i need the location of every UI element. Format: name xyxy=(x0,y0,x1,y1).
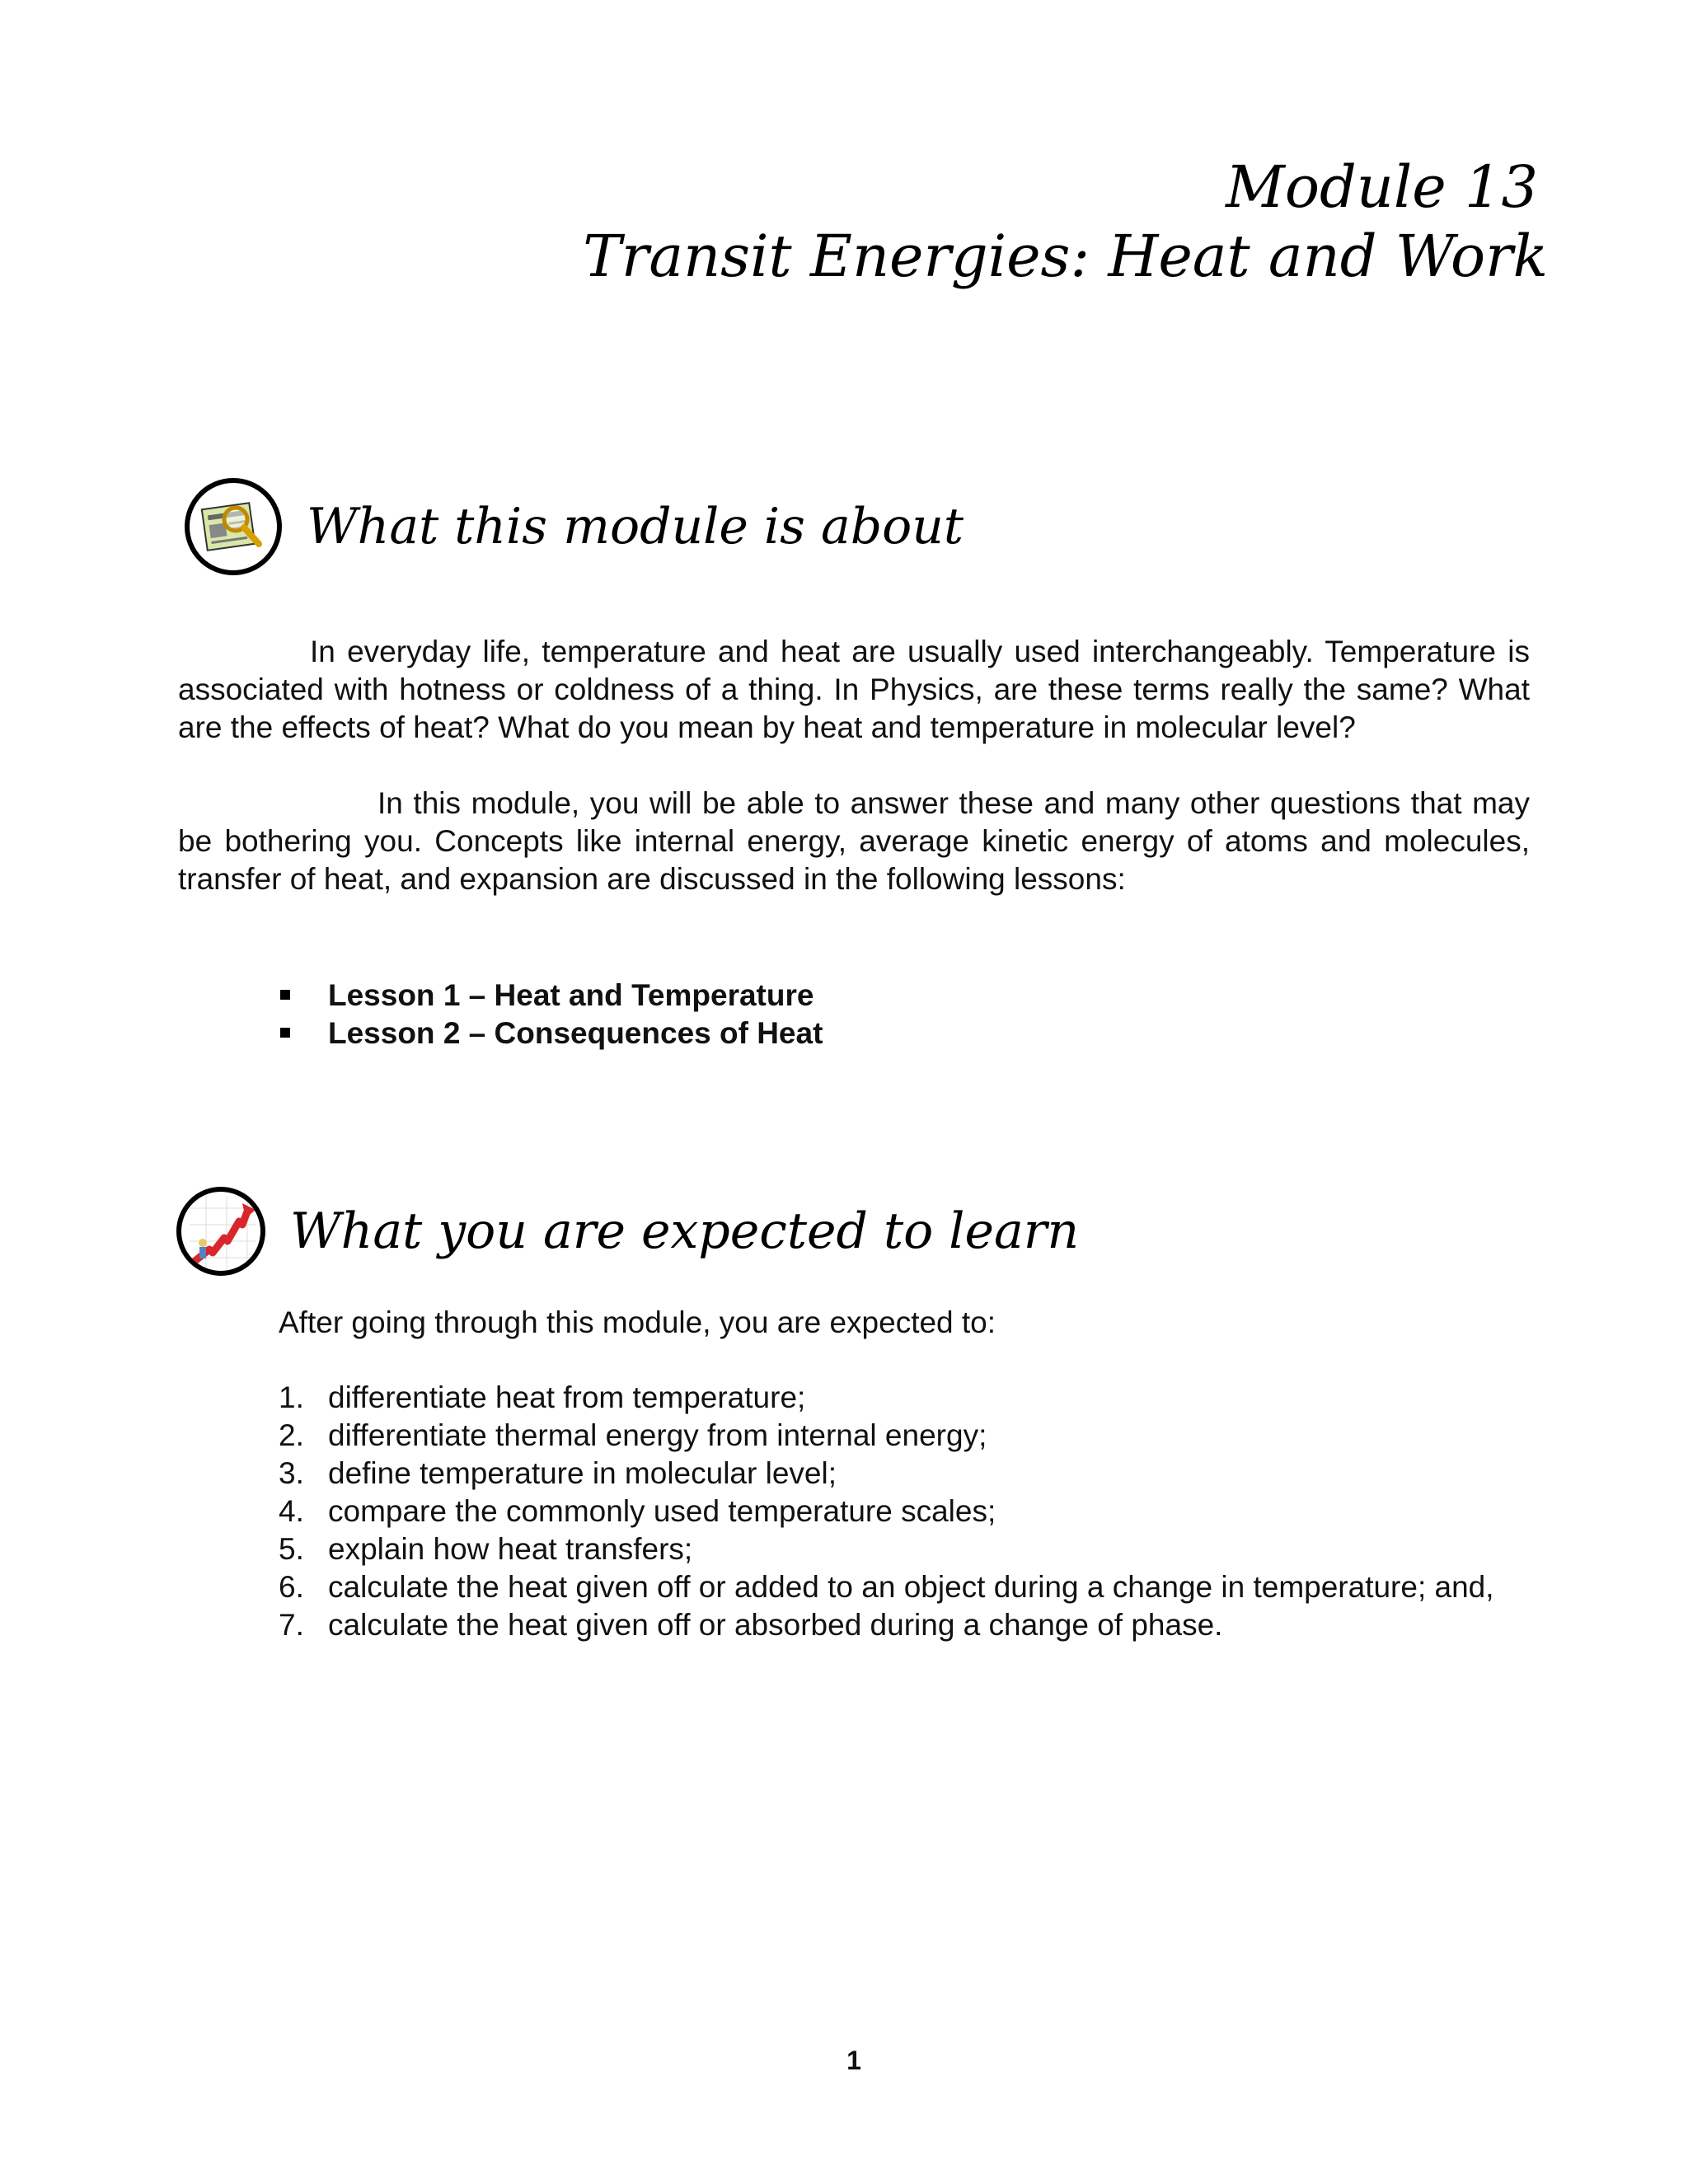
item-text: explain how heat transfers; xyxy=(328,1532,693,1566)
paragraph-intro: In everyday life, temperature and heat are usually used interchangeably. Temperature is associated with hotness or coldness of a thing. In Physics, are these terms really the same? What are the effects of heat? What do you mean by heat and temperature in molecular level? xyxy=(178,635,1530,744)
item-number: 1. xyxy=(279,1380,304,1414)
lesson-list xyxy=(277,977,823,1052)
section-heading-about: What this module is about xyxy=(307,498,964,555)
section-header-about xyxy=(185,478,964,575)
lesson-title: Lesson 1 – Heat and Temperature xyxy=(328,978,814,1012)
list-item xyxy=(279,1455,1531,1493)
list-item xyxy=(279,1379,1531,1417)
module-title xyxy=(583,152,1548,291)
list-item xyxy=(279,1493,1531,1530)
paragraph-module-overview: In this module, you will be able to answer these and many other questions that may be bothering you. Concepts like internal energy, average kinetic energy of atoms and molecules, transfer of heat, and expansion are discussed in the following lessons: xyxy=(178,786,1530,896)
list-item xyxy=(279,1417,1531,1455)
item-text: differentiate heat from temperature; xyxy=(328,1380,806,1414)
item-text: define temperature in molecular level; xyxy=(328,1456,837,1490)
list-item xyxy=(277,1015,823,1052)
rising-stairs-chart-icon xyxy=(176,1187,265,1276)
page-number: 1 xyxy=(846,2046,861,2075)
list-item xyxy=(277,977,823,1015)
item-number: 2. xyxy=(279,1418,304,1452)
lesson-title: Lesson 2 – Consequences of Heat xyxy=(328,1016,823,1050)
item-number: 5. xyxy=(279,1532,304,1566)
item-number: 3. xyxy=(279,1456,304,1490)
item-number: 7. xyxy=(279,1608,304,1642)
square-bullet-icon xyxy=(280,990,290,1000)
magnifier-document-icon xyxy=(185,478,282,575)
square-bullet-icon xyxy=(280,1028,290,1038)
objectives-list xyxy=(279,1379,1531,1644)
list-item xyxy=(279,1530,1531,1568)
item-number: 6. xyxy=(279,1570,304,1604)
item-text: differentiate thermal energy from internal energy; xyxy=(328,1418,987,1452)
module-subtitle: Transit Energies: Heat and Work xyxy=(583,223,1548,290)
item-text: calculate the heat given off or added to an object during a change in temperature; and, xyxy=(328,1570,1494,1604)
list-item xyxy=(279,1606,1531,1644)
section-heading-learn: What you are expected to learn xyxy=(290,1202,1080,1260)
item-number: 4. xyxy=(279,1494,304,1528)
section-header-learn xyxy=(176,1187,1079,1276)
module-number: Module 13 xyxy=(1226,153,1538,221)
list-item xyxy=(279,1568,1531,1606)
item-text: calculate the heat given off or absorbed during a change of phase. xyxy=(328,1608,1223,1642)
item-text: compare the commonly used temperature scales; xyxy=(328,1494,996,1528)
objectives-intro: After going through this module, you are expected to: xyxy=(279,1305,996,1339)
